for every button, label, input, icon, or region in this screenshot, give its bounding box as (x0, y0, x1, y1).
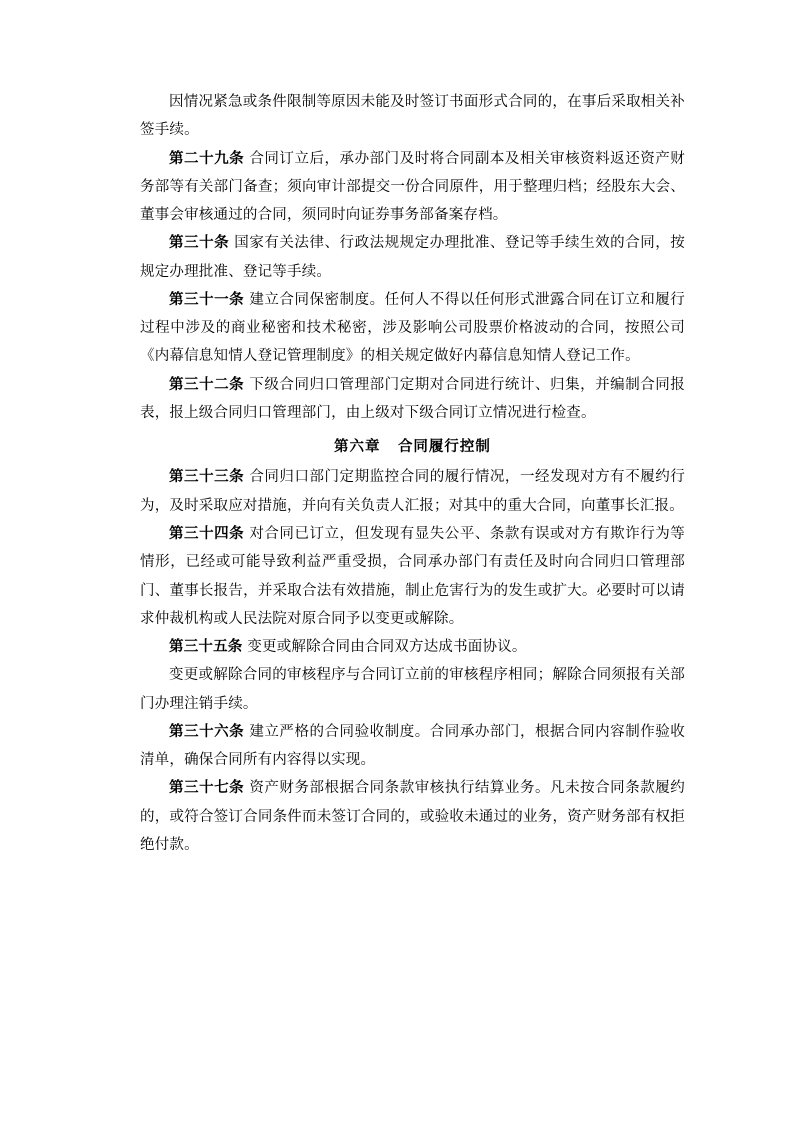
paragraph-text: 变更或解除合同的审核程序与合同订立前的审核程序相同；解除合同须报有关部门办理注销手续。 (140, 667, 685, 712)
article-label: 第三十七条 (169, 779, 245, 797)
paragraph-article-31 (140, 286, 685, 371)
chapter-title: 合同履行控制 (397, 438, 491, 456)
paragraph-text: 建立合同保密制度。任何人不得以任何形式泄露合同在订立和履行过程中涉及的商业秘密和技术秘密，涉及影响公司股票价格波动的合同，按照公司《内幕信息知情人登记管理制度》的相关规定做好内幕信息知情人登记工作。 (140, 291, 686, 365)
paragraph-text: 资产财务部根据合同条款审核执行结算业务。凡未按合同条款履约的，或符合签订合同条件而未签订合同的，或验收未通过的业务，资产财务部有权拒绝付款。 (140, 780, 686, 853)
paragraph-article-33 (140, 463, 685, 520)
article-label: 第二十九条 (169, 149, 245, 167)
paragraph-text: 国家有关法律、行政法规规定办理批准、登记等手续生效的合同，按规定办理批准、登记等手续。 (140, 235, 685, 280)
paragraph-text: 变更或解除合同由合同双方达成书面协议。 (247, 639, 527, 656)
paragraph-article-29 (140, 145, 685, 230)
paragraph-text: 合同订立后，承办部门及时将合同副本及相关审核资料返还资产财务部等有关部门备查；须向审计部提交一份合同原件，用于整理归档；经股东大会、董事会审核通过的合同，须同时向证券事务部备案存档。 (140, 150, 686, 224)
paragraph-text: 因情况紧急或条件限制等原因未能及时签订书面形式合同的，在事后采取相关补签手续。 (140, 94, 685, 139)
paragraph-article-34 (140, 520, 685, 633)
paragraph-prior-clause-continuation (140, 88, 685, 145)
article-label: 第三十条 (169, 234, 230, 252)
paragraph-article-37 (140, 774, 685, 859)
chapter-heading (140, 433, 685, 461)
article-label: 第三十一条 (169, 290, 245, 308)
article-label: 第三十四条 (169, 524, 245, 542)
paragraph-text: 建立严格的合同验收制度。合同承办部门，根据合同内容制作验收清单，确保合同所有内容得以实现。 (140, 723, 686, 769)
paragraph-article-36 (140, 718, 685, 775)
paragraph-article-35-note (140, 661, 685, 718)
article-label: 第三十三条 (169, 468, 245, 486)
article-label: 第三十五条 (169, 638, 243, 656)
chapter-number: 第六章 (334, 438, 381, 456)
paragraph-article-35 (140, 633, 685, 661)
paragraph-text: 下级合同归口管理部门定期对合同进行统计、归集，并编制合同报表，报上级合同归口管理部门，由上级对下级合同订立情况进行检查。 (140, 376, 686, 421)
paragraph-article-32 (140, 371, 685, 428)
document-body (140, 88, 685, 859)
paragraph-article-30 (140, 229, 685, 286)
article-label: 第三十二条 (169, 375, 245, 393)
paragraph-text: 合同归口部门定期监控合同的履行情况，一经发现对方有不履约行为，及时采取应对措施，并向有关负责人汇报；对其中的重大合同，向董事长汇报。 (140, 469, 686, 514)
article-label: 第三十六条 (169, 722, 245, 740)
paragraph-text: 对合同已订立，但发现有显失公平、条款有误或对方有欺诈行为等情形，已经或可能导致利益严重受损，合同承办部门有责任及时向合同归口管理部门、董事长报告，并采取合法有效措施，制止危害行为的发生或扩大。必要时可以请求仲裁机构或人民法院对原合同予以变更或解除。 (140, 525, 686, 627)
